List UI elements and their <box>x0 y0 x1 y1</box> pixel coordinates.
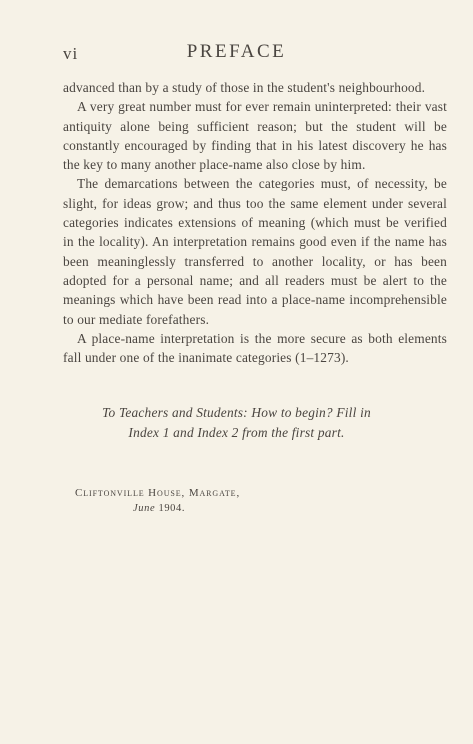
paragraph: A very great number must for ever remain uninterpreted: their vast antiquity alone being sufficient reason; but the student will be constantly encouraged by finding that in his latest discovery he has the key to many another place-name also close by him. <box>63 99 447 173</box>
paragraph: A place-name interpretation is the more secure as both elements fall under one of the inanimate categories (1–1273). <box>63 330 447 366</box>
signature-address <box>75 487 240 499</box>
page-number: vi <box>63 44 79 63</box>
signature-date <box>133 503 185 514</box>
address-text: Cliftonville House, Margate, <box>75 487 241 499</box>
body-text <box>63 78 447 367</box>
paragraph: The demarcations between the categories must, of necessity, be slight, for ideas grow; and thus too the same element under several categories indicates extensions of meaning (which must be verified in the locality). An interpretation remains good even if the name has been meaninglessly transferred to another locality, or has been adopted for a personal name; and all readers must be alert to the meanings which have been read into a place-name incomprehensible to our mediate forefathers. <box>63 176 447 327</box>
paragraph: advanced than by a study of those in the student's neighbourhood. <box>63 80 426 95</box>
instruction-line: To Teachers and Students: How to begin? Fill in <box>102 405 371 420</box>
date-month: June <box>133 503 156 514</box>
date-year: 1904. <box>158 503 186 514</box>
running-head: PREFACE <box>186 41 287 62</box>
instruction-line: Index 1 and Index 2 from the first part. <box>128 425 345 440</box>
instruction-note <box>0 403 473 443</box>
